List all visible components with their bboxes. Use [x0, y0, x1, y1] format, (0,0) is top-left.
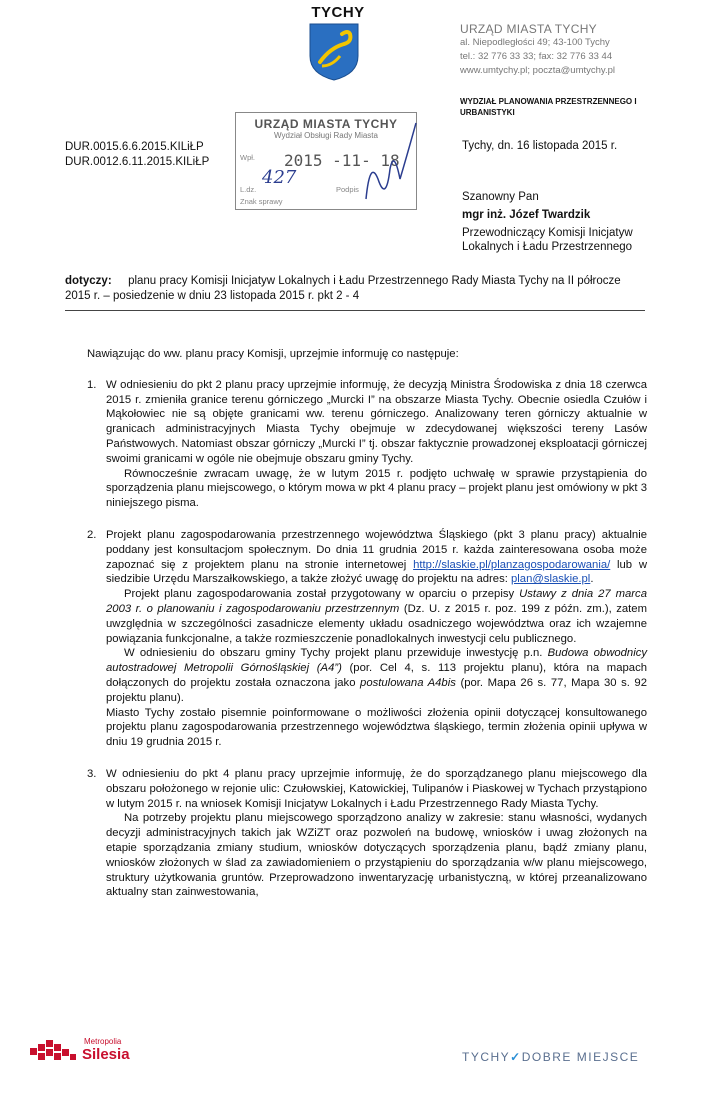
subject-line [65, 274, 645, 304]
plan-email-link[interactable]: plan@slaskie.pl [511, 573, 591, 586]
salutation: Szanowny Pan [462, 191, 539, 203]
stamp-title: URZĄD MIASTA TYCHY [254, 117, 398, 131]
item-paragraph [106, 646, 647, 705]
text-run: . [590, 573, 594, 586]
list-item [87, 767, 647, 900]
office-address: al. Niepodległości 49; 43-100 Tychy [460, 37, 610, 48]
text-run: Projekt planu zagospodarowania przestrzennego województwa Śląskiego (pkt 3 planu pracy) aktualnie poddany jest konsultacjom społecznym. Do dnia 11 grudnia 2015 r. każda zainteresowana osoba może zapoznać się z projektem planu na stronie internetowej [106, 528, 647, 571]
office-web: www.umtychy.pl; poczta@umtychy.pl [460, 65, 616, 76]
office-phones: tel.: 32 776 33 33; fax: 32 776 33 44 [460, 51, 613, 62]
office-name: URZĄD MIASTA TYCHY [460, 22, 597, 36]
intro-paragraph: Nawiązując do ww. planu pracy Komisji, uprzejmie informuję co następuje: [87, 348, 459, 360]
stamp-podpis-label: Podpis [336, 185, 359, 194]
text-run: W odniesieniu do obszaru gminy Tychy projekt planu przewiduje inwestycję p.n. [124, 647, 548, 660]
crest-title: TYCHY [311, 4, 365, 21]
handwritten-signature-icon [356, 119, 426, 205]
tychy-crest-icon [308, 22, 360, 82]
plan-website-link[interactable]: http://slaskie.pl/planzagospodarowania/ [413, 558, 611, 571]
document-references [65, 140, 209, 170]
text-run: (por. Cel 4, s. 113 projektu planu), która na mapach dołączonych do projektu została oznaczona jako [106, 662, 647, 689]
metropolia-label: Metropolia [84, 1037, 122, 1046]
item-paragraph: Na potrzeby projektu planu miejscowego sporządzono analizy w zakresie: stanu własności, wydanych decyzji administracyjnych takich jak WZiZT oraz pozwoleń na budowę, wniosków i uwag złożonych na etapie sporządzania zmiany studium, wniosków dotyczących sporządzenia planu, bądź zmiany planu, wniosków złożonych w ślad za zawiadomieniem o przystąpieniu do sporządzania w/w planu miejscowego, struktury użytkowania gruntów. Przeprowadzono inwentaryzację urbanistyczną, w której przeanalizowano aktualny stan zainwestowania, [106, 812, 647, 899]
item-number: 3. [87, 767, 97, 780]
subject-text: planu pracy Komisji Inicjatyw Lokalnych i Ładu Przestrzennego Rady Miasta Tychy na II półrocze 2015 r. – posiedzenie w dniu 23 listopada 2015 r. pkt 2 - 4 [65, 275, 621, 302]
stamp-date: 2015 -11- 18 [284, 151, 400, 170]
subject-label: dotyczy: [65, 275, 112, 287]
addressee-role: Przewodniczący Komisji Inicjatyw [462, 227, 633, 239]
item-paragraph: Równocześnie zwracam uwagę, że w lutym 2015 r. podjęto uchwałę w sprawie przystąpienia do sporządzenia planu miejscowego, o którym mowa w pkt 4 planu pracy – projekt planu jest omówiony w pkt 3 niniejszego pisma. [106, 467, 647, 510]
addressee-name: mgr inż. Józef Twardzik [462, 209, 591, 221]
tagline-right: DOBRE MIEJSCE [521, 1050, 640, 1064]
investment-name: Budowa obwodnicy autostradowej Metropolii Górnośląskiej (A4”) [106, 647, 648, 675]
item-number: 1. [87, 378, 97, 391]
text-run: (por. Mapa 26 s. 77, Mapa 30 s. 92 projektu planu). [106, 676, 647, 704]
item-paragraph [106, 528, 647, 587]
place-and-date: Tychy, dn. 16 listopada 2015 r. [462, 140, 618, 152]
stamp-wpl-label: Wpł. [240, 153, 255, 162]
stamp-znak-label: Znak sprawy [240, 197, 283, 206]
list-item [87, 528, 647, 750]
city-tagline [462, 1050, 639, 1064]
reference-line: DUR.0012.6.11.2015.KILiŁP [65, 156, 210, 168]
item-paragraph [106, 587, 647, 646]
silesia-label: Silesia [82, 1046, 130, 1063]
divider [65, 310, 645, 311]
law-title: Ustawy z dnia 27 marca 2003 r. o planowaniu i zagospodarowaniu przestrzennym [106, 588, 647, 615]
list-item [87, 378, 647, 511]
stamp-handwritten-number: 427 [262, 167, 297, 188]
text-run: (Dz. U. z 2015 r. poz. 199 z późn. zm.), zatem uwzględnia w szczególności zasadnicze elementy układu osadniczego województwa oraz ich wzajemne powiązania funkcjonalne, a także rozmieszczenie ponadlokalnych inwestycji celu publicznego. [106, 602, 647, 645]
item-paragraph: Miasto Tychy zostało pisemnie poinformowane o możliwości złożenia opinii dotyczącej konsultowanego projektu planu zagospodarowania przestrzennego województwa śląskiego, termin złożenia opinii upływa w dniu 19 grudnia 2015 r. [106, 706, 647, 749]
tagline-left: TYCHY [462, 1050, 511, 1064]
reference-line: DUR.0015.6.6.2015.KILiŁP [65, 141, 204, 153]
addressee-role: Lokalnych i Ładu Przestrzennego [462, 241, 633, 253]
stamp-subtitle: Wydział Obsługi Rady Miasta [274, 131, 378, 140]
checkmark-icon: ✓ [510, 1050, 522, 1064]
item-paragraph: W odniesieniu do pkt 2 planu pracy uprzejmie informuję, że decyzją Ministra Środowiska z dnia 18 czerwca 2015 r. zmieniła granice terenu górniczego „Murcki I” na obszarze Miasta Tychy. Obecnie osiedla Czułów i Mąkołowiec nie są objęte granicami ww. terenu górniczego. Analizowany teren górniczy aktualnie w granicach administracyjnych Miasta Tychy obejmuje w zdecydowanej większości tereny Lasów Państwowych. Natomiast obszar górniczy „Murcki I” tj. obszar faktycznie prowadzonej eksploatacji górniczej swoimi granicami w ogóle nie obejmuje obszaru gminy Tychy. [106, 378, 647, 465]
stamp-ldz-label: L.dz. [240, 185, 257, 194]
letter-body [87, 347, 647, 900]
metropolia-silesia-logo-icon [30, 1040, 80, 1064]
office-info [460, 22, 615, 78]
text-run: lub w siedzibie Urzędu Marszałkowskiego, a także złożyć uwagę do projektu na adres: [106, 558, 647, 586]
registration-stamp [235, 112, 417, 210]
text-run: Projekt planu zagospodarowania został przygotowany w oparciu o przepisy [124, 588, 520, 601]
map-designation: postulowana A4bis [360, 676, 456, 689]
item-number: 2. [87, 528, 97, 541]
addressee-block [462, 188, 633, 254]
department-name: WYDZIAŁ PLANOWANIA PRZESTRZENNEGO I URBANISTYKI [460, 97, 637, 117]
item-paragraph: W odniesieniu do pkt 4 planu pracy uprzejmie informuję, że do sporządzanego planu miejscowego dla obszaru położonego w rejonie ulic: Czułowskiej, Katowickiej, Tulipanów i Piaskowej w Tychach przystąpiono w lutym 2015 r. na wniosek Komisji Inicjatyw Lokalnych i Ładu Przestrzennego Rady Miasta Tychy. [106, 767, 647, 810]
